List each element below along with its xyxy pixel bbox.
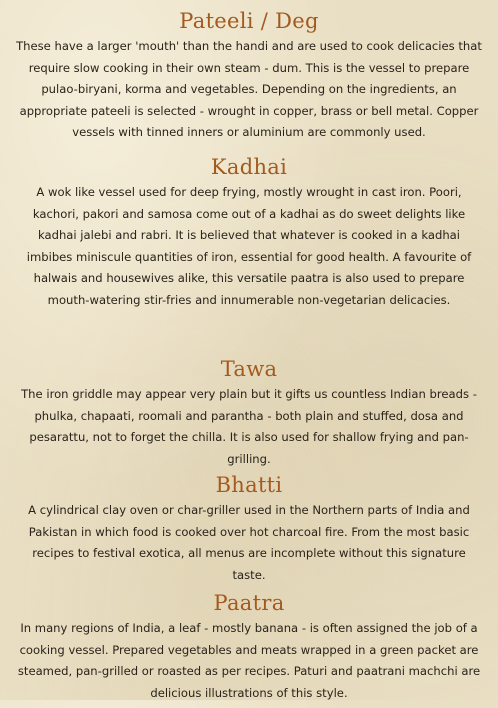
- section-kadhai: [16, 152, 482, 350]
- section-pateeli-deg: [16, 6, 482, 148]
- section-body-pateeli-deg: These have a larger 'mouth' than the handi and are used to cook delicacies that require slow cooking in their own steam - dum. This is the vessel to prepare pulao-biryani, korma and vegetables. Depending on the ingredients, an appropriate pateeli is selected - wrought in copper, brass or bell metal. Copper vessels with tinned inners or aluminium are commonly used.: [16, 39, 482, 139]
- section-body-tawa: The iron griddle may appear very plain but it gifts us countless Indian breads - phulka, chapaati, roomali and parantha - both plain and stuffed, dosa and pesarattu, not to forget the chilla. It is also used for shallow frying and pan-grilling.: [21, 387, 477, 466]
- section-title-tawa: Tawa: [220, 357, 278, 381]
- section-body-bhatti: A cylindrical clay oven or char-griller used in the Northern parts of India and Pakistan in which food is cooked over hot charcoal fire. From the most basic recipes to festival exotica, all menus are incomplete without this signature taste.: [28, 503, 470, 582]
- section-title-paatra: Paatra: [213, 591, 285, 615]
- section-title-kadhai: Kadhai: [210, 155, 288, 179]
- section-bhatti: [16, 470, 482, 584]
- section-title-pateeli-deg: Pateeli / Deg: [179, 9, 319, 33]
- section-title-bhatti: Bhatti: [215, 473, 283, 497]
- section-body-kadhai: A wok like vessel used for deep frying, mostly wrought in cast iron. Poori, kachori, pakori and samosa come out of a kadhai as do sweet delights like kadhai jalebi and rabri. It is believed that whatever is cooked in a kadhai imbibes miniscule quantities of iron, essential for good health. A favourite of halwais and housewives alike, this versatile paatra is also used to prepare mouth-watering stir-fries and innumerable non-vegetarian delicacies.: [26, 185, 472, 307]
- section-body-paatra: In many regions of India, a leaf - mostly banana - is often assigned the job of a cooking vessel. Prepared vegetables and meats wrapped in a green packet are steamed, pan-grilled or roasted as per recipes. Paturi and paatrani machchi are delicious illustrations of this style.: [17, 621, 481, 700]
- section-tawa: [16, 354, 482, 466]
- section-paatra: [16, 588, 482, 708]
